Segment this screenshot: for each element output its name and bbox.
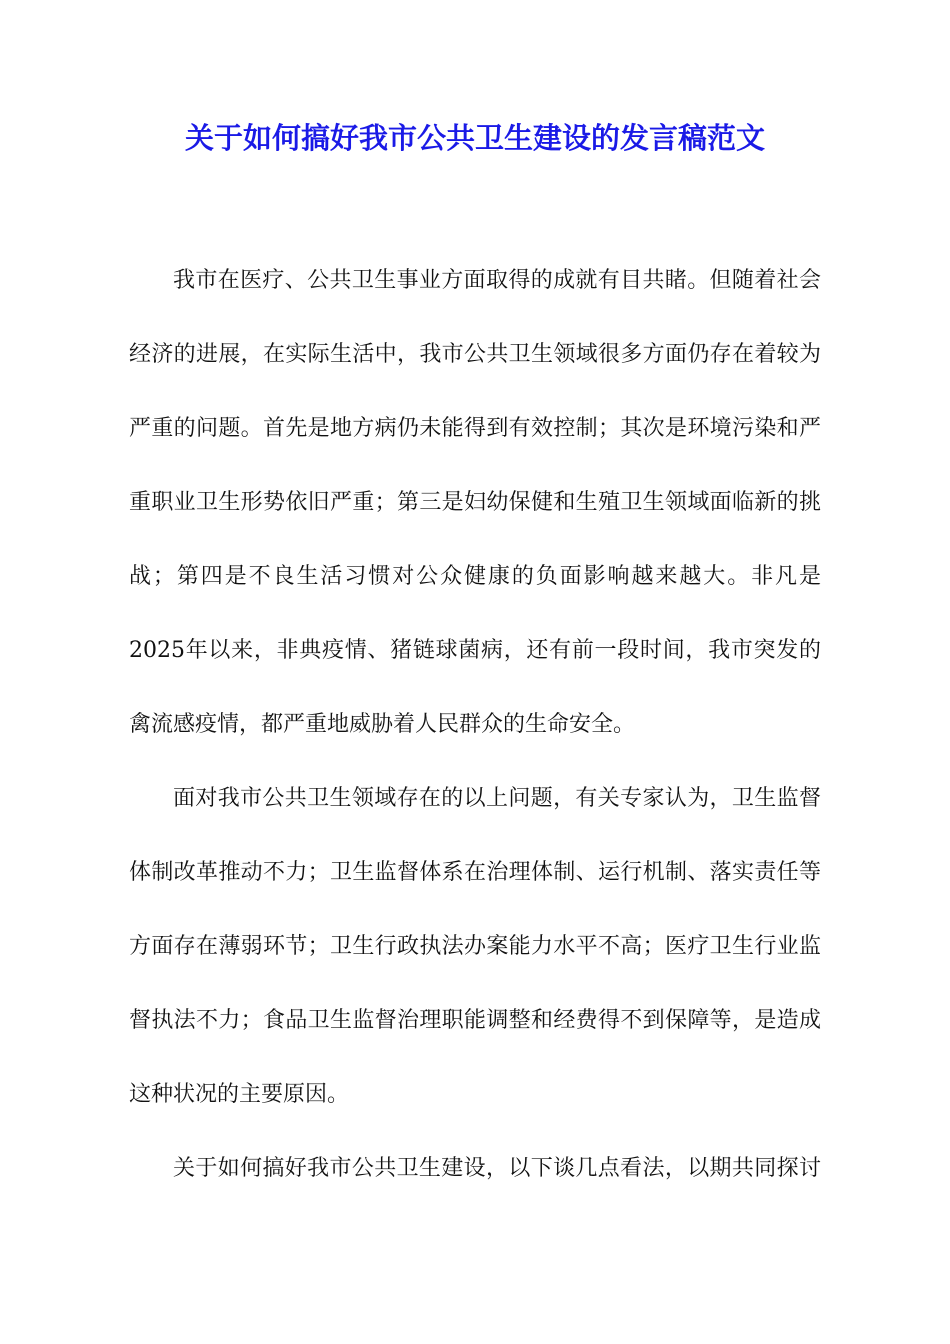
paragraph-1 (129, 260, 821, 746)
paragraph-line: 严重的问题。首先是地方病仍未能得到有效控制；其次是环境污染和严 (129, 416, 821, 441)
paragraph-line: 禽流感疫情，都严重地威胁着人民群众的生命安全。 (129, 712, 636, 737)
paragraph-line: 关于如何搞好我市公共卫生建设，以下谈几点看法，以期共同探讨 (173, 1156, 821, 1181)
paragraph-line: 督执法不力；食品卫生监督治理职能调整和经费得不到保障等，是造成 (129, 1008, 821, 1033)
paragraph-2 (129, 778, 821, 1116)
paragraph-line: 体制改革推动不力；卫生监督体系在治理体制、运行机制、落实责任等 (129, 860, 821, 885)
paragraph-line: 2025年以来，非典疫情、猪链球菌病，还有前一段时间，我市突发的 (129, 638, 821, 663)
paragraph-line: 经济的进展，在实际生活中，我市公共卫生领域很多方面仍存在着较为 (129, 342, 821, 367)
paragraph-line: 面对我市公共卫生领域存在的以上问题，有关专家认为，卫生监督 (173, 786, 821, 811)
paragraph-line: 我市在医疗、公共卫生事业方面取得的成就有目共睹。但随着社会 (173, 268, 821, 293)
paragraph-line: 方面存在薄弱环节；卫生行政执法办案能力水平不高；医疗卫生行业监 (129, 934, 821, 959)
document-title: 关于如何搞好我市公共卫生建设的发言稿范文 (184, 121, 765, 155)
paragraph-line: 重职业卫生形势依旧严重；第三是妇幼保健和生殖卫生领域面临新的挑 (129, 490, 821, 515)
document-body (129, 260, 821, 1222)
paragraph-line: 这种状况的主要原因。 (129, 1082, 350, 1107)
paragraph-line: 战；第四是不良生活习惯对公众健康的负面影响越来越大。非凡是 (129, 564, 821, 589)
paragraph-3 (129, 1148, 821, 1190)
